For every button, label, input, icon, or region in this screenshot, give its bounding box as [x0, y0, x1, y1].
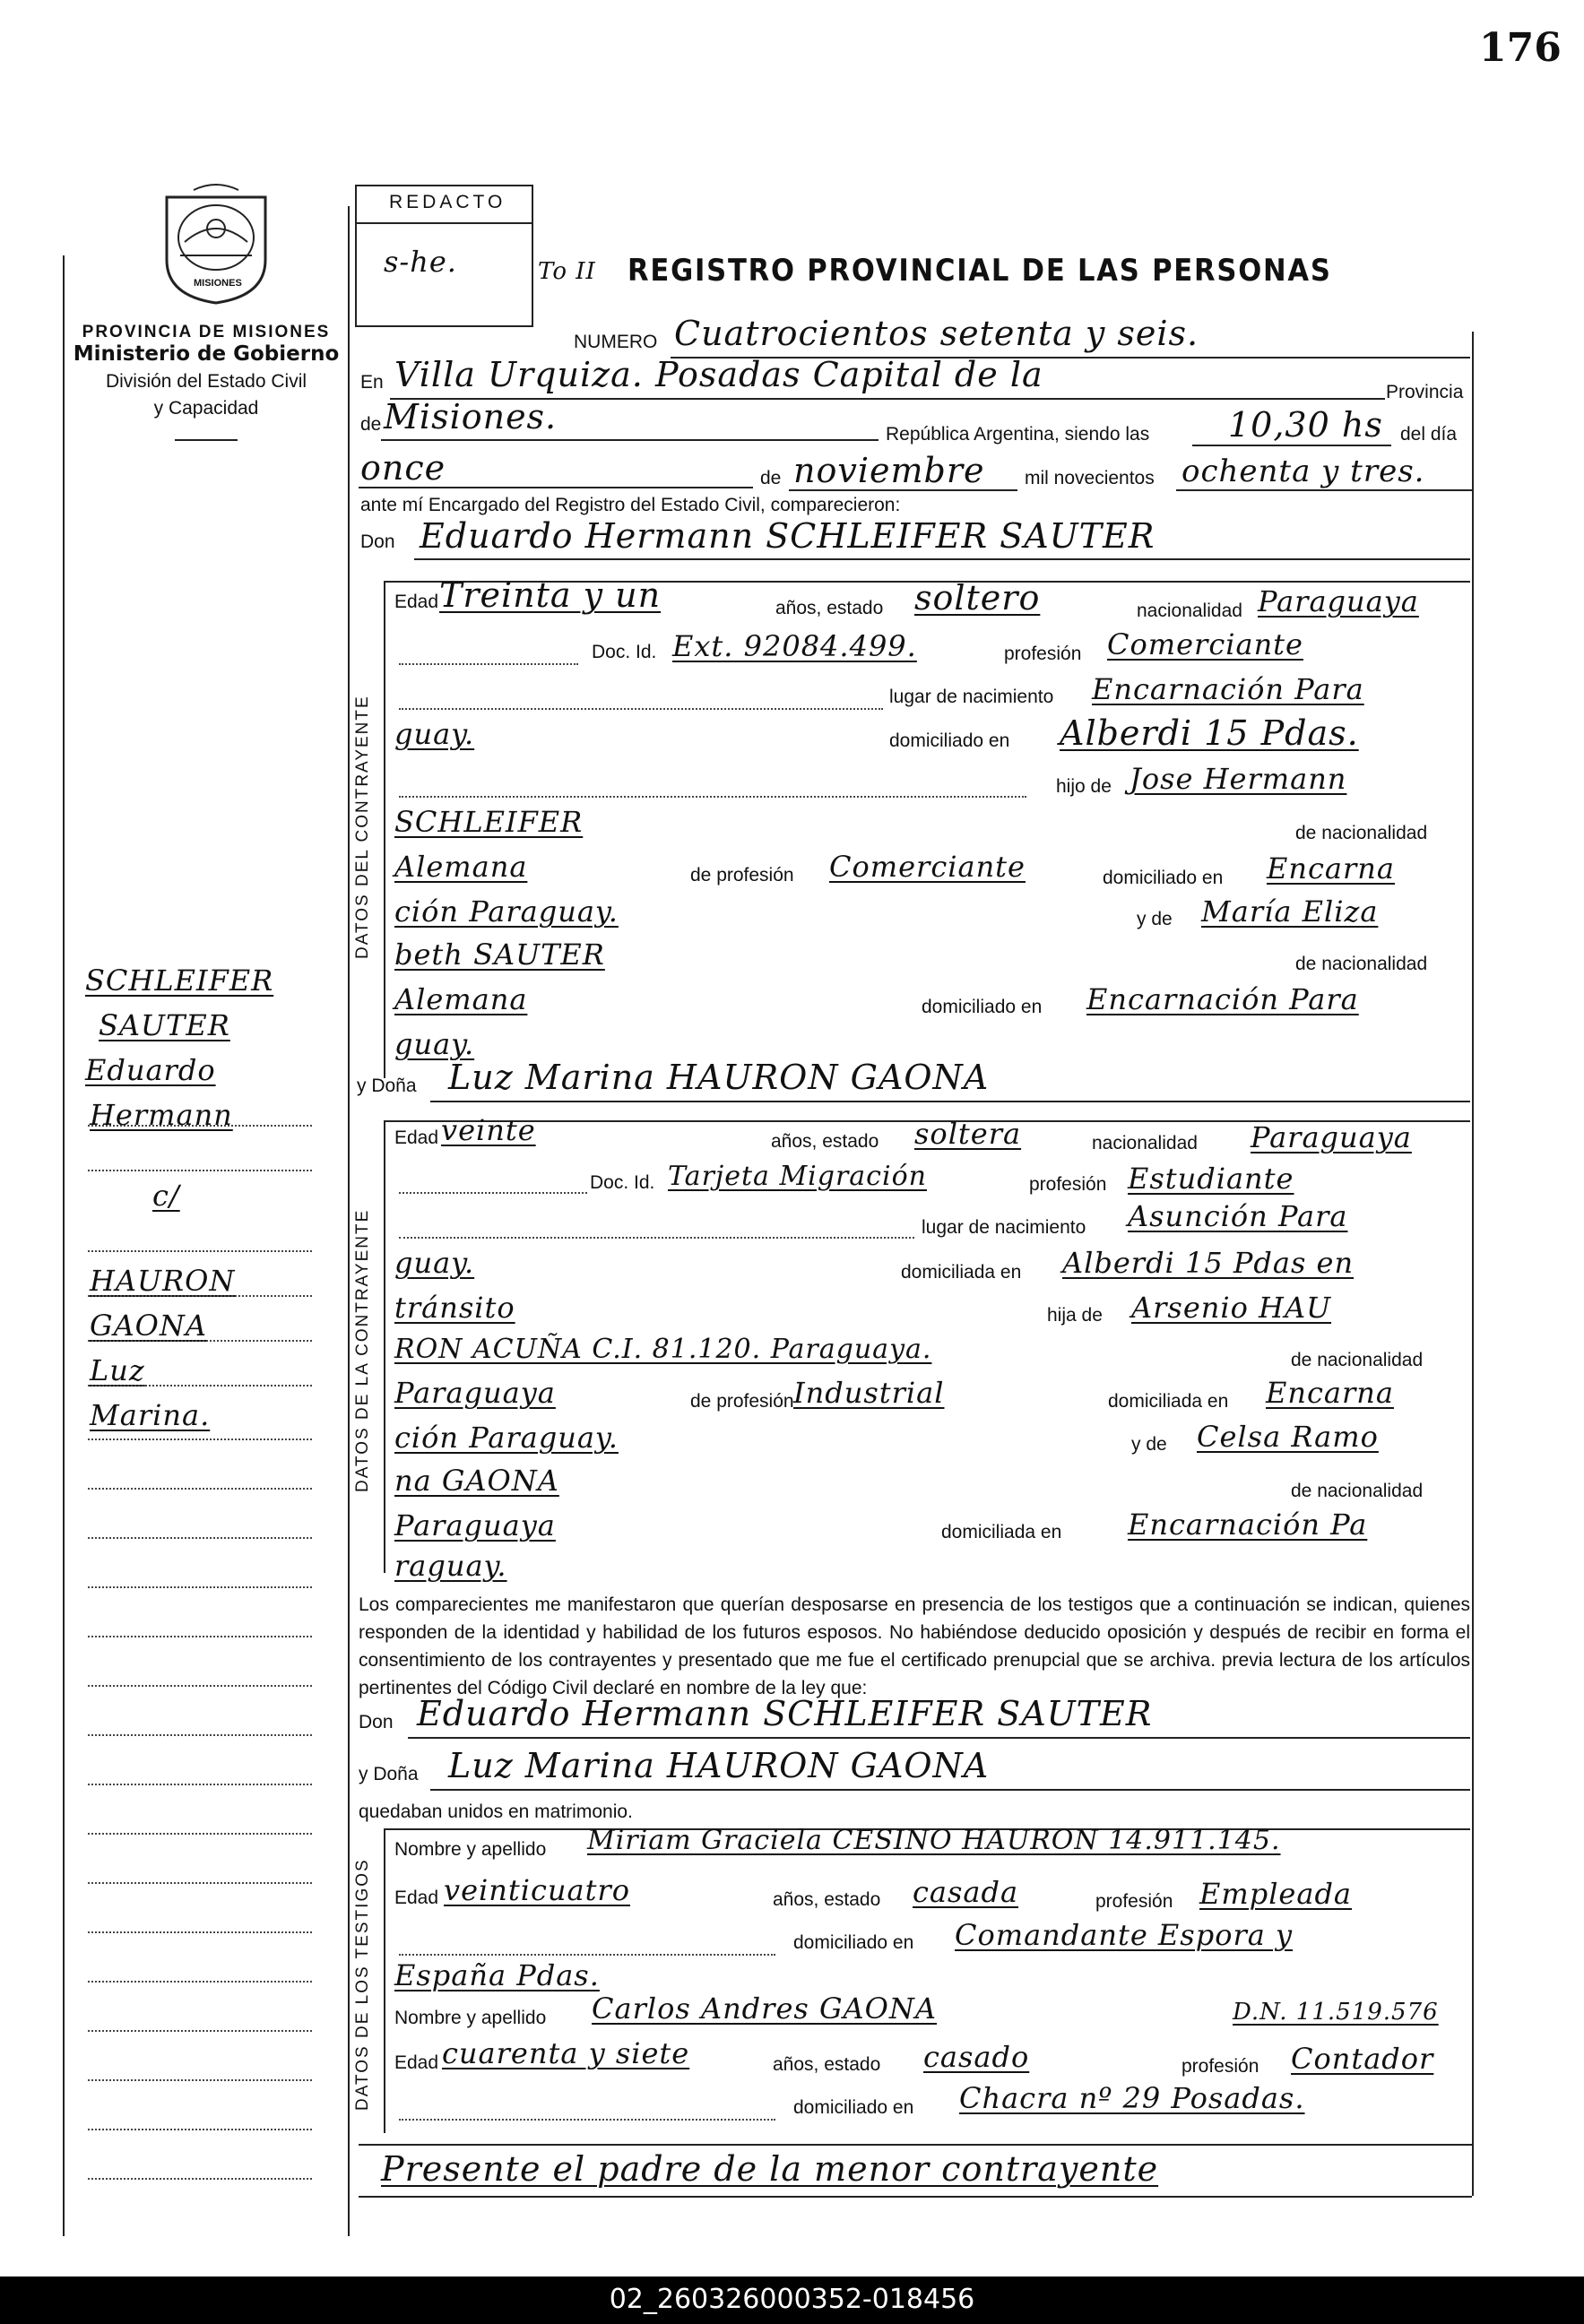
tomo-note: To II [538, 258, 596, 285]
bride-domicilio-label: domiciliada en [901, 1262, 1022, 1283]
bride-nacionalidad-label: nacionalidad [1092, 1133, 1198, 1153]
scan-id: 02_260326000352-018456 [609, 2284, 975, 2315]
bride-mother-1: Celsa Ramo [1197, 1420, 1379, 1454]
margin-annotation-4: Hermann [90, 1098, 233, 1132]
bride-father-prof-label: de profesión [690, 1391, 794, 1412]
bride-father-address-1: Encarna [1266, 1376, 1394, 1410]
ministry-name: Ministerio de Gobierno [73, 342, 340, 366]
groom-doc-label: Doc. Id. [592, 642, 657, 662]
groom-father-nationality: Alemana [394, 850, 528, 884]
bride-document: Tarjeta Migración [668, 1161, 927, 1192]
groom-name: Eduardo Hermann SCHLEIFER SAUTER [420, 516, 1156, 556]
bride-father-1: Arsenio HAU [1131, 1291, 1332, 1325]
groom-estado-label: años, estado [775, 598, 884, 618]
page-number: 176 [1479, 25, 1562, 71]
legal-statement: Los comparecientes me manifestaron que querían desposarse en presencia de los testigos que a continuación se indican, quienes responden de la identidad y habilidad de los futuros esposos. No habiéndose deducido oposición y después de recibir en forma el consentimiento de los contrayentes y presentado que me fue el certificado prenupcial que se archiva. previa lectura de los artículos pertinentes del Código Civil declaré en nombre de la ley que: [359, 1594, 1470, 1698]
coat-of-arms-seal [158, 179, 274, 305]
groom-father-prof-label: de profesión [690, 865, 794, 886]
bride-father-2: RON ACUÑA C.I. 81.120. Paraguaya. [394, 1334, 932, 1365]
groom-marital-status: soltero [914, 578, 1041, 618]
bride-edad-label: Edad [394, 1127, 439, 1148]
bride-hija-label: hija de [1047, 1305, 1103, 1326]
bride-mother-address-2: raguay. [394, 1549, 507, 1583]
groom-mother-1: María Eliza [1201, 894, 1379, 929]
ante-text: ante mí Encargado del Registro del Estado Civil, comparecieron: [360, 495, 901, 515]
bride-address-1: Alberdi 15 Pdas en [1062, 1246, 1355, 1280]
bride-father-nationality: Paraguaya [394, 1376, 556, 1410]
groom-mother-nationality: Alemana [394, 982, 528, 1016]
witness1-profession: Empleada [1199, 1877, 1352, 1911]
w1-domicilio-label: domiciliado en [793, 1932, 914, 1953]
bride-father-nac-label: de nacionalidad [1291, 1350, 1424, 1370]
decl-dona-label: y Doña [359, 1764, 419, 1784]
groom-document: Ext. 92084.499. [672, 629, 917, 663]
bride-mother-dom-label: domiciliada en [941, 1522, 1062, 1542]
en-label: En [360, 372, 384, 393]
w2-estado-label: años, estado [773, 2054, 881, 2075]
groom-mother-address-2: guay. [394, 1027, 475, 1061]
bride-mother-nationality: Paraguaya [394, 1508, 556, 1542]
numero-label: NUMERO [574, 332, 658, 352]
witness2-dni: D.N. 11.519.576 [1233, 1999, 1439, 2026]
margin-annotation-7: GAONA [90, 1309, 208, 1343]
groom-mother-2: beth SAUTER [394, 937, 605, 972]
seal-label: MISIONES [194, 278, 242, 289]
redacto-label: REDACTO [389, 192, 506, 212]
groom-father-address-2: ción Paraguay. [394, 894, 619, 929]
de-mes-label: de [760, 468, 782, 488]
groom-birthplace-2: guay. [394, 717, 475, 751]
groom-father-profession: Comerciante [829, 850, 1026, 884]
del-dia-label: del día [1400, 424, 1458, 445]
bride-mother-nac-label: de nacionalidad [1291, 1481, 1424, 1501]
redacto-box [355, 185, 533, 327]
bride-mother-label: y de [1131, 1434, 1167, 1455]
w2-domicilio-label: domiciliado en [793, 2097, 914, 2118]
de-label: de [360, 414, 382, 435]
bride-profesion-label: profesión [1029, 1174, 1107, 1195]
day: once [360, 448, 446, 488]
groom-address: Alberdi 15 Pdas. [1060, 713, 1359, 753]
place-line-1: Villa Urquiza. Posadas Capital de la [394, 355, 1043, 394]
issuer-block [72, 323, 341, 441]
time: 10,30 hs [1228, 405, 1383, 445]
groom-age: Treinta y un [439, 575, 662, 615]
bride-lugar-label: lugar de nacimiento [922, 1217, 1086, 1238]
w2-profesion-label: profesión [1182, 2056, 1259, 2077]
bride-age: veinte [441, 1113, 536, 1147]
margin-annotation-8: Luz [90, 1353, 145, 1387]
groom-father-address-1: Encarna [1267, 851, 1395, 886]
don-label: Don [360, 531, 395, 552]
page-title: REGISTRO PROVINCIAL DE LAS PERSONAS [628, 253, 1332, 289]
month: noviembre [793, 451, 985, 490]
groom-mother-address-1: Encarnación Para [1086, 982, 1359, 1016]
groom-father-nac-label: de nacionalidad [1295, 823, 1428, 843]
groom-edad-label: Edad [394, 592, 439, 612]
groom-profesion-label: profesión [1004, 644, 1082, 664]
groom-mother-nac-label: de nacionalidad [1295, 954, 1428, 974]
province-name: PROVINCIA DE MISIONES [82, 323, 331, 341]
bride-nationality: Paraguaya [1251, 1120, 1412, 1154]
bride-father-dom-label: domiciliada en [1108, 1391, 1229, 1412]
mil-label: mil novecientos [1025, 468, 1155, 488]
groom-mother-dom-label: domiciliado en [922, 997, 1043, 1017]
republica-label: República Argentina, siendo las [886, 424, 1150, 445]
w1-nombre-label: Nombre y apellido [394, 1839, 547, 1860]
witness1-name: Miriam Graciela CESINO HAURON 14.911.145. [587, 1825, 1281, 1856]
w1-edad-label: Edad [394, 1888, 439, 1908]
groom-profession: Comerciante [1107, 627, 1303, 661]
groom-father-2: SCHLEIFER [394, 805, 584, 839]
bride-name: Luz Marina HAURON GAONA [448, 1058, 990, 1097]
bride-father-address-2: ción Paraguay. [394, 1421, 619, 1455]
bride-doc-label: Doc. Id. [590, 1172, 655, 1193]
bride-mother-2: na GAONA [394, 1464, 559, 1498]
bride-mother-address-1: Encarnación Pa [1128, 1508, 1368, 1542]
bride-father-profession: Industrial [793, 1376, 945, 1410]
division-sub: y Capacidad [153, 398, 259, 419]
y-dona-label: y Doña [357, 1076, 417, 1096]
margin-annotation-5: c/ [152, 1179, 180, 1213]
witness2-address: Chacra nº 29 Posadas. [959, 2081, 1305, 2115]
decl-bride-name: Luz Marina HAURON GAONA [448, 1746, 990, 1785]
margin-annotation-9: Marina. [90, 1398, 211, 1432]
quedaban-text: quedaban unidos en matrimonio. [359, 1801, 633, 1822]
margin-annotation-6: HAURON [90, 1264, 236, 1298]
decl-don-label: Don [359, 1712, 394, 1732]
place-line-2: Misiones. [384, 397, 558, 436]
bride-estado-label: años, estado [771, 1131, 879, 1152]
bride-birthplace-1: Asunción Para [1128, 1199, 1348, 1233]
w2-edad-label: Edad [394, 2052, 439, 2073]
scan-id-bar [0, 2276, 1584, 2324]
w2-nombre-label: Nombre y apellido [394, 2008, 547, 2028]
witness2-name: Carlos Andres GAONA [592, 1991, 937, 2026]
w1-estado-label: años, estado [773, 1889, 881, 1910]
groom-mother-label: y de [1137, 909, 1173, 929]
bride-marital-status: soltera [914, 1117, 1022, 1151]
groom-nationality: Paraguaya [1258, 584, 1419, 618]
bride-section-label: DATOS DE LA CONTRAYENTE [353, 1208, 372, 1492]
bride-address-2: tránsito [394, 1291, 515, 1325]
margin-annotation-2: SAUTER [99, 1008, 230, 1042]
redacto-note: s-he. [384, 245, 457, 279]
witness1-address-2: España Pdas. [394, 1958, 600, 1992]
margin-annotation-1: SCHLEIFER [85, 963, 274, 998]
w1-profesion-label: profesión [1095, 1891, 1173, 1912]
witness1-marital-status: casada [913, 1875, 1019, 1909]
bride-birthplace-2: guay. [394, 1246, 475, 1280]
groom-section-label: DATOS DEL CONTRAYENTE [353, 695, 372, 959]
groom-domicilio-label: domiciliado en [889, 730, 1010, 751]
provincia-label: Provincia [1386, 382, 1464, 402]
groom-hijo-label: hijo de [1056, 776, 1112, 797]
footnote-annotation: Presente el padre de la menor contrayente [381, 2149, 1159, 2189]
groom-nacionalidad-label: nacionalidad [1137, 600, 1242, 621]
groom-father-dom-label: domiciliado en [1103, 868, 1224, 888]
decl-groom-name: Eduardo Hermann SCHLEIFER SAUTER [417, 1694, 1153, 1733]
witnesses-section-label: DATOS DE LOS TESTIGOS [353, 1858, 372, 2111]
witness1-address-1: Comandante Espora y [955, 1918, 1294, 1952]
year: ochenta y tres. [1182, 454, 1425, 489]
margin-annotation-3: Eduardo [85, 1053, 216, 1087]
groom-father-1: Jose Hermann [1130, 762, 1347, 796]
groom-lugar-label: lugar de nacimiento [889, 687, 1054, 707]
witness2-profession: Contador [1291, 2042, 1434, 2076]
witness2-marital-status: casado [923, 2040, 1030, 2074]
witness1-age: veinticuatro [444, 1873, 630, 1907]
witness2-age: cuarenta y siete [442, 2036, 690, 2070]
bride-profession: Estudiante [1128, 1162, 1294, 1196]
groom-birthplace-1: Encarnación Para [1092, 672, 1364, 706]
division-name: División del Estado Civil [105, 371, 307, 392]
act-number: Cuatrocientos setenta y seis. [674, 314, 1199, 353]
